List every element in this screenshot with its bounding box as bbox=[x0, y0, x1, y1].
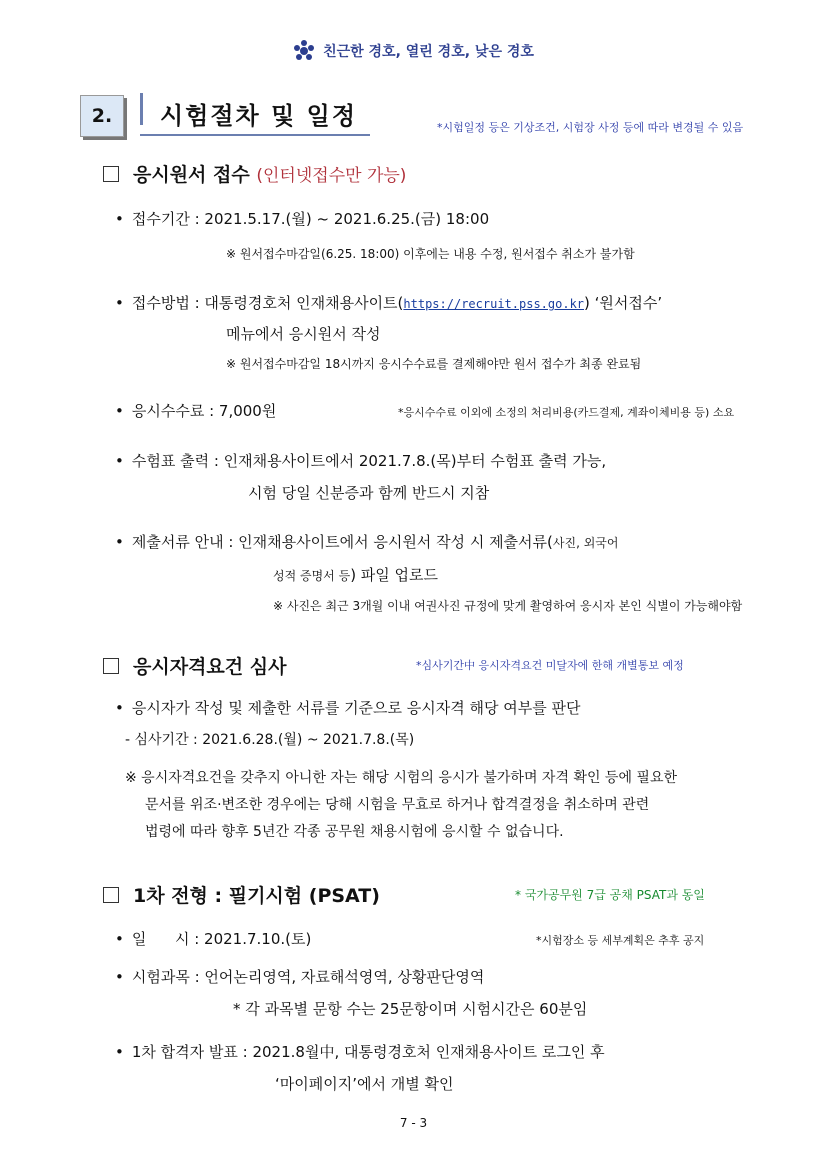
qualification-period: - 심사기간 : 2021.6.28.(월) ~ 2021.7.8.(목) bbox=[125, 732, 415, 748]
qualification-warning-3: 법령에 따라 향후 5년간 각종 공무원 채용시험에 응시할 수 없습니다. bbox=[145, 824, 564, 840]
slogan-text: 친근한 경호, 열린 경호, 낮은 경호 bbox=[323, 44, 534, 60]
section-bar bbox=[140, 93, 143, 125]
section-title: 시험절차 및 일정 bbox=[160, 102, 357, 130]
first-round-result-line2: ‘마이페이지’에서 개별 확인 bbox=[275, 1075, 454, 1093]
application-ticket: • 수험표 출력 : 인재채용사이트에서 2021.7.8.(목)부터 수험표 출력 가능, bbox=[115, 452, 607, 470]
recruit-site-link[interactable]: https://recruit.pss.go.kr bbox=[403, 297, 585, 311]
page-number: 7 - 3 bbox=[399, 1116, 428, 1130]
first-round-date: • 일 시 : 2021.7.10.(토) bbox=[115, 930, 312, 948]
first-round-date-note: *시험장소 등 세부계획은 추후 공지 bbox=[536, 934, 705, 947]
application-ticket-line2: 시험 당일 신분증과 함께 반드시 지참 bbox=[248, 484, 490, 502]
application-heading-paren: (인터넷접수만 가능) bbox=[256, 166, 407, 186]
application-heading: 응시원서 접수 (인터넷접수만 가능) bbox=[103, 160, 406, 187]
application-docs-line2: 성적 증명서 등) 파일 업로드 bbox=[273, 566, 439, 584]
application-method-note: ※ 원서접수마감일 18시까지 응시수수료를 결제해야만 원서 접수가 최종 완료됨 bbox=[226, 357, 642, 371]
application-fee: • 응시수수료 : 7,000원 bbox=[115, 402, 277, 420]
checkbox-square-icon bbox=[103, 887, 119, 903]
checkbox-square-icon bbox=[103, 166, 119, 182]
qualification-warning-2: 문서를 위조·변조한 경우에는 당해 시험을 무효로 하거나 합격결정을 취소하며 관련 bbox=[145, 797, 650, 813]
application-period-note: ※ 원서접수마감일(6.25. 18:00) 이후에는 내용 수정, 원서접수 취소가 불가함 bbox=[226, 247, 635, 261]
first-round-note: * 국가공무원 7급 공채 PSAT과 동일 bbox=[515, 888, 705, 902]
section-underline bbox=[140, 134, 370, 136]
application-docs: • 제출서류 안내 : 인재채용사이트에서 응시원서 작성 시 제출서류(사진, 외국어 bbox=[115, 533, 619, 551]
first-round-result: • 1차 합격자 발표 : 2021.8월中, 대통령경호처 인재채용사이트 로그인 후 bbox=[115, 1043, 605, 1061]
emblem-icon bbox=[293, 40, 315, 62]
qualification-note: *심사기간中 응시자격요건 미달자에 한해 개별통보 예정 bbox=[416, 659, 684, 672]
qualification-warning-1: ※ 응시자격요건을 갖추지 아니한 자는 해당 시험의 응시가 불가하며 자격 확인 등에 필요한 bbox=[125, 770, 677, 786]
application-period: • 접수기간 : 2021.5.17.(월) ~ 2021.6.25.(금) 18:00 bbox=[115, 210, 490, 228]
first-round-subjects-note: * 각 과목별 문항 수는 25문항이며 시험시간은 60분임 bbox=[233, 1000, 588, 1018]
section-number: 2. bbox=[80, 95, 124, 137]
application-method: • 접수방법 : 대통령경호처 인재채용사이트(https://recruit.pss.go.kr) ‘원서접수’ bbox=[115, 294, 663, 312]
header-slogan bbox=[0, 40, 827, 62]
section-note: *시험일정 등은 기상조건, 시험장 사정 등에 따라 변경될 수 있음 bbox=[437, 121, 744, 134]
checkbox-square-icon bbox=[103, 658, 119, 674]
first-round-heading: 1차 전형 : 필기시험 (PSAT) bbox=[103, 881, 380, 908]
application-docs-note: ※ 사진은 최근 3개월 이내 여권사진 규정에 맞게 촬영하여 응시자 본인 식별이 가능해야함 bbox=[273, 599, 743, 613]
qualification-line1: • 응시자가 작성 및 제출한 서류를 기준으로 응시자격 해당 여부를 판단 bbox=[115, 699, 581, 717]
application-fee-note: *응시수수료 이외에 소정의 처리비용(카드결제, 계좌이체비용 등) 소요 bbox=[398, 406, 735, 419]
application-method-line2: 메뉴에서 응시원서 작성 bbox=[226, 325, 381, 343]
qualification-heading: 응시자격요건 심사 bbox=[103, 652, 286, 679]
first-round-subjects: • 시험과목 : 언어논리영역, 자료해석영역, 상황판단영역 bbox=[115, 968, 485, 986]
